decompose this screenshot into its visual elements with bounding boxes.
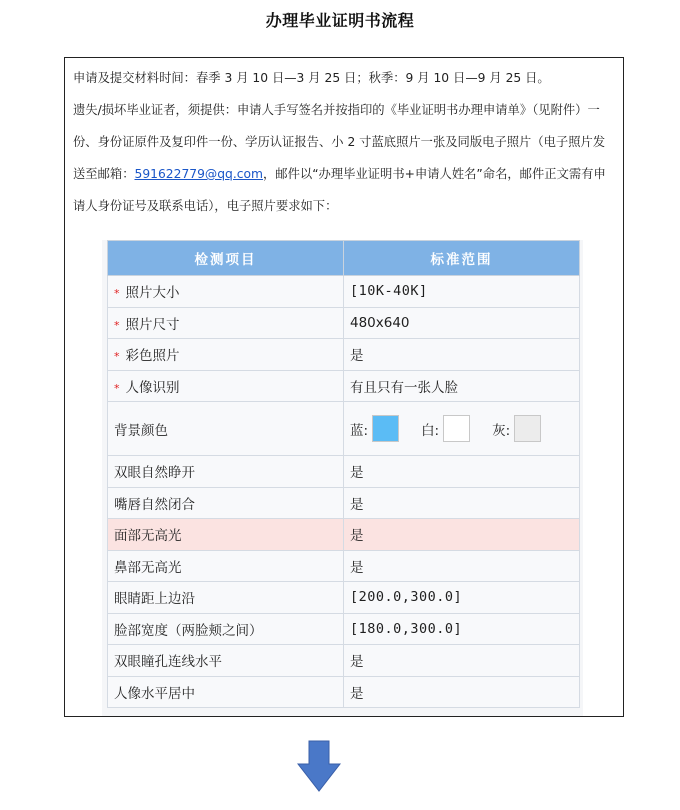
table-row <box>108 276 580 308</box>
row-label: 嘴唇自然闭合 <box>108 487 344 519</box>
row-label: * 照片尺寸 <box>108 307 344 339</box>
row-label: 面部无高光 <box>108 519 344 551</box>
row-value: [200.0,300.0] <box>344 582 580 614</box>
materials-list: 遗失/损坏毕业证者，须提供：申请人手写签名并按指印的《毕业证明书办理申请单》（见附件）一份、身份证原件及复印件一份、学历认证报告、小 2 寸蓝底照片一张及同版电子照片（电子照片发送至邮箱： <box>73 103 606 181</box>
blue-label: 蓝: <box>350 422 369 439</box>
row-label: * 照片大小 <box>108 276 344 308</box>
white-label: 白: <box>421 422 440 439</box>
row-value: 是 <box>344 676 580 708</box>
email-link[interactable]: 591622779@qq.com <box>134 167 263 181</box>
photo-requirements-table <box>107 240 580 708</box>
row-label: 鼻部无高光 <box>108 550 344 582</box>
row-value: 是 <box>344 487 580 519</box>
white-swatch <box>443 415 470 442</box>
table-row-highlighted <box>108 519 580 551</box>
photo-requirements-image <box>102 240 583 716</box>
gray-label: 灰: <box>492 422 511 439</box>
blue-swatch <box>372 415 399 442</box>
table-row <box>108 456 580 488</box>
column-header-range: 标准范围 <box>344 241 580 276</box>
row-label: * 人像识别 <box>108 370 344 402</box>
row-value: 是 <box>344 339 580 371</box>
table-row <box>108 582 580 614</box>
table-header-row <box>108 241 580 276</box>
row-value: [10K-40K] <box>344 276 580 308</box>
background-color-options <box>350 415 579 442</box>
row-value <box>344 402 580 456</box>
row-label: 背景颜色 <box>108 402 344 456</box>
table-row <box>108 339 580 371</box>
instructions-box <box>64 57 624 717</box>
row-label: 人像水平居中 <box>108 676 344 708</box>
table-row <box>108 402 580 456</box>
table-row <box>108 676 580 708</box>
table-row <box>108 487 580 519</box>
table-row <box>108 307 580 339</box>
gray-swatch <box>514 415 541 442</box>
row-label: 双眼瞳孔连线水平 <box>108 645 344 677</box>
required-star: * <box>114 350 120 364</box>
email-naming-rule: ，邮件以“办理毕业证明书+申请人姓名”命名，邮件正文需有申请人身份证号及联系电话），电子照片要求如下： <box>73 167 606 213</box>
row-label: * 彩色照片 <box>108 339 344 371</box>
row-label: 脸部宽度（两脸颊之间） <box>108 613 344 645</box>
application-period-text: 申请及提交材料时间：春季 3 月 10 日—3 月 25 日；秋季：9 月 10 日—9 月 25 日。 <box>73 71 550 85</box>
row-value: [180.0,300.0] <box>344 613 580 645</box>
row-value: 是 <box>344 519 580 551</box>
table-row <box>108 550 580 582</box>
row-value: 是 <box>344 456 580 488</box>
required-star: * <box>114 381 120 395</box>
page-title: 办理毕业证明书流程 <box>265 11 415 30</box>
row-value: 480x640 <box>344 307 580 339</box>
required-star: * <box>114 318 120 332</box>
row-value: 是 <box>344 645 580 677</box>
required-materials-text <box>73 94 617 222</box>
table-row <box>108 645 580 677</box>
column-header-item: 检测项目 <box>108 241 344 276</box>
row-value: 有且只有一张人脸 <box>344 370 580 402</box>
row-label: 眼睛距上边沿 <box>108 582 344 614</box>
row-label: 双眼自然睁开 <box>108 456 344 488</box>
table-row <box>108 370 580 402</box>
required-star: * <box>114 287 120 301</box>
row-value: 是 <box>344 550 580 582</box>
table-row <box>108 613 580 645</box>
arrow-down-icon <box>297 740 341 792</box>
